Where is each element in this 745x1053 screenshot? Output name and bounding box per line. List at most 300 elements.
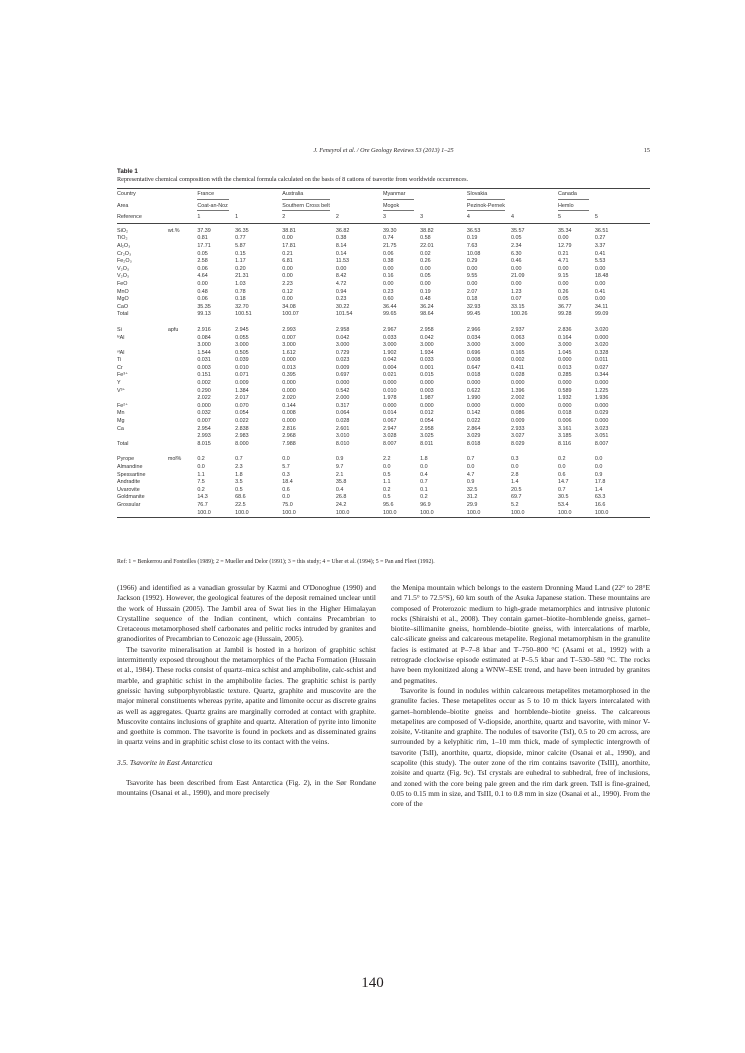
table-cell — [511, 189, 558, 201]
table-cell: 0.014 — [382, 410, 397, 417]
table-cell: FeO — [117, 280, 128, 287]
table-caption — [117, 168, 650, 184]
table-cell: 10.08 — [466, 250, 481, 257]
table-cell: 0.00 — [510, 280, 522, 287]
paragraph: Tsavorite has been described from East Antarctica (Fig. 2), in the Sør Rondane mountains (Osanai et al., 1990), and more precisely — [117, 778, 376, 798]
table-cell: 0.05 — [510, 235, 522, 242]
table-row — [117, 327, 650, 335]
table-cell: 0.00 — [466, 265, 478, 272]
table-cell: 0.028 — [510, 372, 525, 379]
table-cell — [168, 189, 197, 201]
table-cell: 0.018 — [466, 372, 481, 379]
table-cell: 3.000 — [235, 342, 249, 349]
table-cell: 1.978 — [382, 395, 397, 402]
table-cell: 0.086 — [510, 410, 525, 417]
table-cell: 0.46 — [510, 258, 522, 265]
paragraph: Tsavorite is found in nodules within calcareous metapelites metamorphosed in the granulite facies. These metapelites occur as 5 to 10 m thick layers intercalated with garnet–hornblende–biotite gneiss and hornblende–biotite gneiss. The calcareous metapelites are composed of V-diopside, anorthite, quartz and tsavorite, with minor V-zoisite, V-titanite and graphite. The nodules of tsavorite (TsI), 0.5 to 20 cm across, are surrounded by a kelyphitic rim, 1–10 mm thick, made of symplectic intergrowth of tsavorite (TsII), anorthite, quartz, diopside, minor calcite (Osanai et al., 1990), and scapolite (this study). The outer zone of the rim contains tsavorite (TsIII), anorthite, zoisite and quartz (Fig. 9c). TsI crystals are euhedral to subhedral, free of inclusions, and zoned with the core being pale green and the rim dark green. TsII is fine-grained, 0.05 to 0.15 mm in size, and TsIII, 0.1 to 0.8 mm in size (Osanai et al., 1990). From the core of the — [391, 685, 650, 809]
table-cell: 100.0 — [511, 510, 558, 518]
table-cell — [168, 201, 197, 213]
table-row — [117, 273, 650, 281]
table-cell: 3.000 — [282, 342, 296, 349]
table-cell: 0.00 — [420, 265, 431, 272]
table-cell: 3 — [383, 212, 420, 223]
table-row — [117, 365, 650, 373]
table-cell: 100.07 — [282, 311, 299, 318]
table-cell: Slovakia — [467, 189, 511, 201]
table-cell: 38.82 — [420, 227, 434, 234]
table-cell: 2.022 — [197, 395, 211, 402]
table-row — [117, 342, 650, 350]
table-cell: Fe³⁺ — [117, 372, 128, 379]
table-cell — [168, 380, 197, 388]
table-row — [117, 289, 650, 297]
table-cell: 0.697 — [335, 372, 350, 379]
table-row — [117, 251, 650, 259]
table-cell: 18.4 — [282, 479, 293, 486]
table-cell: wt.% — [167, 227, 180, 234]
table-cell: 2.993 — [282, 326, 296, 333]
table-cell: 2.947 — [382, 425, 397, 432]
table-cell: 0.0 — [197, 464, 205, 470]
table-cell — [168, 372, 197, 380]
table-cell: 0.411 — [510, 364, 525, 371]
table-cell: 100.51 — [235, 311, 252, 318]
table-row — [117, 472, 650, 480]
table-cell: 99.13 — [197, 311, 211, 318]
table-cell: 21.75 — [382, 242, 397, 249]
table-cell: 0.00 — [558, 265, 569, 272]
table-cell: 8.010 — [335, 440, 350, 447]
table-cell — [168, 472, 197, 480]
table-cell: 0.7 — [558, 486, 566, 493]
table-cell: 0.000 — [466, 380, 481, 387]
table-cell: Australia — [282, 189, 336, 201]
table-cell: 3.37 — [594, 242, 606, 249]
table-cell: 8.42 — [335, 273, 347, 280]
table-cell: 0.19 — [420, 288, 431, 295]
table-cell: 69.7 — [510, 494, 522, 501]
table-cell: 0.6 — [282, 486, 290, 493]
table-cell: Total — [117, 311, 129, 318]
table-cell: 5.2 — [510, 501, 519, 508]
table-cell: 0.00 — [594, 296, 606, 303]
table-cell: MnO — [117, 288, 129, 295]
table-cell: 37.39 — [197, 227, 211, 234]
table-cell: 36.35 — [235, 227, 249, 234]
table-cell: 6.81 — [282, 258, 293, 265]
table-cell: 1.8 — [235, 471, 243, 478]
table-cell — [117, 342, 168, 350]
table-cell: 3.000 — [466, 342, 481, 349]
table-cell: 0.015 — [420, 372, 434, 379]
table-cell: 0.055 — [235, 334, 249, 341]
table-cell: 0.21 — [282, 250, 293, 257]
table-cell: 1.990 — [466, 395, 481, 402]
table-cell: 1 — [235, 212, 282, 223]
table-cell: 0.06 — [197, 296, 208, 303]
table-cell: Cr₂O₃ — [117, 250, 132, 257]
table-cell: 2.017 — [235, 395, 249, 402]
table-cell: 0.000 — [558, 357, 572, 364]
table-cell: Area — [117, 202, 129, 209]
table-cell: 0.78 — [235, 288, 246, 295]
table-cell — [168, 342, 197, 350]
table-cell — [168, 273, 197, 281]
table-cell — [168, 235, 197, 243]
paragraph: The tsavorite mineralisation at Jambil is hosted in a horizon of graphitic schist intermittently exposed throughout the metamorphics of the Pacha Formation (Hussain et al., 1984). These rocks consist of quartz–mica schist and amphibolite, calc-schist and marble, and graphitic schist in the amphibolite facies. The graphitic schist is partly gneissic having subporphyroblastic texture. Quartz, graphite and muscovite are the major mineral constituents whereas pyrite, apatite and limonite occur as discrete grains as well as aggregates. Quartz grains are marginally corroded at contact with graphite. Muscovite contains inclusions of graphite and quartz. Alteration of pyrite into limonite and goethite is common. The tsavorite is found in pockets and as disseminated grains in quartz veins and in graphitic schist close to its contact with the veins. — [117, 644, 376, 747]
table-cell: 0.23 — [335, 296, 347, 303]
table-cell: 0.48 — [197, 288, 208, 295]
table-cell: 0.000 — [282, 387, 296, 394]
table-cell: 2.23 — [282, 280, 293, 287]
table-cell: 36.44 — [382, 303, 397, 310]
table-cell: Total — [117, 440, 129, 447]
table-cell: 2.816 — [282, 425, 296, 432]
table-cell: 0.00 — [594, 280, 606, 287]
table-cell: 17.8 — [594, 479, 606, 486]
table-cell: 0.067 — [382, 418, 397, 425]
table-cell: 100.0 — [595, 510, 650, 518]
table-cell: 22.5 — [235, 501, 246, 508]
table-cell: 5.87 — [235, 242, 246, 249]
table-cell: 3.051 — [594, 433, 609, 440]
table-row — [117, 456, 650, 464]
table-cell — [168, 335, 197, 343]
table-cell: 0.2 — [382, 486, 391, 493]
table-cell: 32.93 — [466, 303, 481, 310]
table-cell: 0.1 — [420, 486, 428, 493]
table-cell: 8.007 — [382, 440, 397, 447]
table-cell: 0.000 — [197, 402, 211, 409]
table-cell: France — [197, 189, 235, 201]
table-row — [117, 441, 650, 449]
table-cell: 4 — [467, 212, 511, 223]
table-cell: 2.954 — [197, 425, 211, 432]
table-cell: 0.151 — [197, 372, 211, 379]
table-cell: 1.396 — [510, 387, 525, 394]
table-cell: 2.968 — [282, 433, 296, 440]
table-cell: 1.936 — [594, 395, 609, 402]
table-cell: 2.864 — [466, 425, 481, 432]
table-cell: 32.5 — [466, 486, 478, 493]
table-cell: 1.384 — [235, 387, 249, 394]
table-cell: ᴵᵛAl — [117, 334, 125, 341]
table-cell: 0.042 — [420, 334, 434, 341]
table-cell: 0.006 — [558, 418, 572, 425]
table-cell: 0.00 — [197, 280, 208, 287]
table-cell: V³⁺ — [117, 387, 126, 394]
table-cell: 8.018 — [466, 440, 481, 447]
table-cell: 2.000 — [335, 395, 350, 402]
table-cell: 0.00 — [282, 296, 293, 303]
table-cell — [117, 510, 168, 518]
table-cell: 0.395 — [282, 372, 296, 379]
table-cell: 0.18 — [466, 296, 478, 303]
table-cell: 0.032 — [197, 410, 211, 417]
table-cell: 0.12 — [282, 288, 293, 295]
table-cell: 0.05 — [197, 250, 208, 257]
table-cell: 0.033 — [382, 334, 397, 341]
table-cell: 2.020 — [282, 395, 296, 402]
table-cell: 24.2 — [335, 501, 347, 508]
table-cell: 0.064 — [335, 410, 350, 417]
table-cell — [168, 243, 197, 251]
table-cell: 8.14 — [335, 242, 347, 249]
table-cell: 0.9 — [466, 479, 475, 486]
table-cell: 0.042 — [335, 334, 350, 341]
table-cell: 3.161 — [558, 425, 572, 432]
table-cell: 2 — [336, 212, 383, 223]
table-cell: 0.00 — [382, 280, 394, 287]
table-cell: 0.344 — [594, 372, 609, 379]
table-cell: 0.007 — [282, 334, 296, 341]
table-cell: 0.729 — [335, 349, 350, 356]
table-cell — [235, 201, 282, 213]
table-cell: Uvarovite — [117, 486, 140, 493]
page-folio: 140 — [361, 975, 384, 991]
table-cell: 2.993 — [197, 433, 211, 440]
table-cell: 36.53 — [466, 227, 481, 234]
table-cell: 98.64 — [420, 311, 434, 318]
table-cell: 0.290 — [197, 387, 211, 394]
table-cell: 1.1 — [197, 471, 205, 478]
table-cell: 0.29 — [466, 258, 478, 265]
table-label: Table 1 — [117, 168, 138, 175]
table-cell: 1.8 — [420, 456, 428, 463]
table-cell: 1.544 — [197, 349, 211, 356]
table-cell: 2.983 — [235, 433, 249, 440]
table-cell: 2.933 — [510, 425, 525, 432]
table-cell: 0.21 — [558, 250, 569, 257]
table-cell: 38.81 — [282, 227, 296, 234]
table-cell: 1.03 — [235, 280, 246, 287]
table-row — [117, 395, 650, 403]
table-cell: 3.023 — [594, 425, 609, 432]
table-cell: 0.008 — [282, 410, 296, 417]
journal-page-number: 15 — [643, 147, 650, 154]
table-cell: 0.011 — [594, 357, 608, 364]
table-cell: 0.000 — [594, 402, 609, 409]
table-cell — [168, 281, 197, 289]
table-cell — [168, 510, 197, 518]
table-row — [117, 502, 650, 510]
table-cell — [117, 395, 168, 403]
section-heading: 3.5. Tsavorite in East Antarctica — [117, 757, 213, 767]
table-cell: 0.622 — [466, 387, 481, 394]
table-cell: 0.0 — [282, 494, 290, 501]
table-cell: 0.74 — [382, 235, 394, 242]
table-cell: 26.8 — [335, 494, 347, 501]
table-cell: 0.013 — [282, 364, 296, 371]
table-cell: 3.020 — [594, 326, 609, 333]
table-row — [117, 212, 650, 223]
table-row — [117, 426, 650, 434]
table-cell: 2.967 — [382, 326, 397, 333]
table-cell: 3 — [420, 212, 467, 223]
table-cell — [168, 289, 197, 297]
table-cell: V₂O₃ — [117, 273, 130, 280]
table-cell: 3.000 — [558, 342, 572, 349]
table-cell: 0.542 — [335, 387, 350, 394]
table-cell: 3.000 — [197, 342, 211, 349]
table-cell: 8.116 — [558, 440, 572, 447]
table-cell — [168, 433, 197, 441]
table-row — [117, 350, 650, 358]
table-cell: 0.19 — [466, 235, 478, 242]
table-cell — [595, 189, 650, 201]
table-row — [117, 357, 650, 365]
table-cell: 0.009 — [335, 364, 350, 371]
table-cell: 2.34 — [510, 242, 522, 249]
table-cell: 0.022 — [466, 418, 481, 425]
table-cell: 0.033 — [420, 357, 434, 364]
table-cell: 0.38 — [335, 235, 347, 242]
table-cell: Myanmar — [383, 189, 420, 201]
table-cell: 16.6 — [594, 501, 606, 508]
table-cell: 0.010 — [235, 364, 249, 371]
table-cell: 9.15 — [558, 273, 569, 280]
table-cell: V₂O₃ — [117, 265, 130, 272]
table-cell: 4 — [511, 212, 558, 223]
table-cell: Coat-an-Noz — [197, 201, 235, 213]
table-cell: 7.5 — [197, 479, 205, 486]
table-cell: Cr — [117, 364, 123, 371]
table-cell — [168, 403, 197, 411]
table-cell: 96.9 — [420, 501, 431, 508]
table-cell: 1.934 — [420, 349, 434, 356]
table-row — [117, 403, 650, 411]
table-cell: Country — [117, 189, 168, 201]
table-cell — [420, 189, 467, 201]
table-cell: 9.55 — [466, 273, 478, 280]
table-cell: 1.1 — [382, 479, 391, 486]
table-cell: 0.018 — [558, 410, 572, 417]
table-cell: 0.000 — [510, 380, 525, 387]
table-cell — [168, 441, 197, 449]
table-cell — [168, 502, 197, 510]
table-cell: 2.002 — [510, 395, 525, 402]
table-row — [117, 258, 650, 266]
table-cell: 0.0 — [382, 464, 391, 470]
table-cell: 0.0 — [466, 464, 475, 470]
table-cell: 34.11 — [594, 303, 608, 310]
table-cell: 3.027 — [510, 433, 525, 440]
table-cell: 68.6 — [235, 494, 246, 501]
table-cell: 0.000 — [335, 380, 350, 387]
table-cell: Hemlo — [558, 201, 595, 213]
table-cell: 0.505 — [235, 349, 249, 356]
table-cell: 53.4 — [558, 501, 569, 508]
table-cell — [168, 304, 197, 312]
table-cell: 0.696 — [466, 349, 481, 356]
table-cell: 0.07 — [510, 296, 522, 303]
table-cell: 0.071 — [235, 372, 249, 379]
table-cell: 0.00 — [282, 235, 293, 242]
table-cell: Canada — [558, 189, 595, 201]
table-cell: Mg — [117, 418, 125, 425]
table-cell: 0.009 — [510, 418, 525, 425]
table-cell: Goldmanite — [117, 494, 145, 501]
table-row — [117, 228, 650, 236]
table-cell: 14.3 — [197, 494, 208, 501]
table-cell: Southern Cross belt — [282, 201, 336, 213]
table-cell: 0.23 — [382, 288, 394, 295]
table-cell: 0.4 — [335, 486, 344, 493]
table-cell: 0.20 — [235, 265, 246, 272]
table-cell: Mn — [117, 410, 125, 417]
table-row — [117, 189, 650, 201]
table-cell — [168, 487, 197, 495]
table-cell: 0.010 — [382, 387, 397, 394]
table-cell: 100.0 — [235, 510, 282, 518]
table-cell: Almandine — [117, 464, 143, 470]
table-cell: 0.000 — [594, 380, 609, 387]
table-cell: 0.000 — [466, 402, 481, 409]
table-row — [117, 479, 650, 487]
table-reference-note: Ref: 1 = Benkerrou and Fonteilles (1989); 2 = Mueller and Delor (1991); 3 = this study; 4 = Uher et al. (1994); 5 = Pan and Fleet (1992). — [117, 559, 435, 565]
table-cell: 2.58 — [197, 258, 208, 265]
table-cell: 8.007 — [594, 440, 609, 447]
table-row — [117, 388, 650, 396]
table-cell: 33.15 — [510, 303, 525, 310]
table-cell: 0.05 — [558, 296, 569, 303]
table-cell: 0.0 — [282, 456, 290, 463]
table-cell: 100.0 — [383, 510, 420, 518]
table-cell: 0.2 — [558, 456, 566, 463]
table-cell: 100.0 — [467, 510, 511, 518]
table-cell: 2.836 — [558, 326, 572, 333]
table-cell: 0.00 — [282, 265, 293, 272]
table-cell: 0.013 — [558, 364, 572, 371]
table-cell: 35.35 — [197, 303, 211, 310]
table-cell: 2.601 — [335, 425, 350, 432]
table-cell: 76.7 — [197, 501, 208, 508]
table-cell: 0.2 — [197, 486, 205, 493]
table-cell — [168, 426, 197, 434]
table-cell: 0.00 — [466, 280, 478, 287]
table-cell: ᵛᴵAl — [117, 349, 125, 356]
table-row — [117, 235, 650, 243]
table-cell: 0.00 — [558, 235, 569, 242]
table-cell: 4.71 — [558, 258, 569, 265]
table-cell: 0.58 — [420, 235, 431, 242]
table-cell: 0.031 — [197, 357, 211, 364]
table-cell: 0.06 — [197, 265, 208, 272]
table-cell: 36.51 — [594, 227, 609, 234]
table-cell: 0.7 — [235, 456, 243, 463]
table-cell: Reference — [117, 212, 168, 223]
table-cell: 2 — [282, 212, 336, 223]
table-cell: Fe₂O₃ — [117, 258, 132, 265]
journal-citation: J. Feneyrol et al. / Ore Geology Reviews 53 (2013) 1–25 — [313, 147, 454, 154]
right-text-column — [391, 583, 650, 810]
table-cell: 100.0 — [197, 510, 235, 518]
table-cell: 0.41 — [594, 250, 606, 257]
table-cell: 0.000 — [382, 380, 397, 387]
table-cell: 11.53 — [335, 258, 349, 265]
composition-table-container — [117, 188, 650, 518]
table-cell: 99.09 — [594, 311, 609, 318]
table-cell — [168, 395, 197, 403]
table-cell: 1.902 — [382, 349, 397, 356]
table-cell: 1.045 — [558, 349, 572, 356]
table-row — [117, 433, 650, 441]
table-cell — [420, 201, 467, 213]
table-cell: 0.000 — [420, 380, 434, 387]
table-cell: Spessartine — [117, 471, 146, 478]
table-cell: 0.164 — [558, 334, 572, 341]
table-cell: 0.023 — [335, 357, 350, 364]
